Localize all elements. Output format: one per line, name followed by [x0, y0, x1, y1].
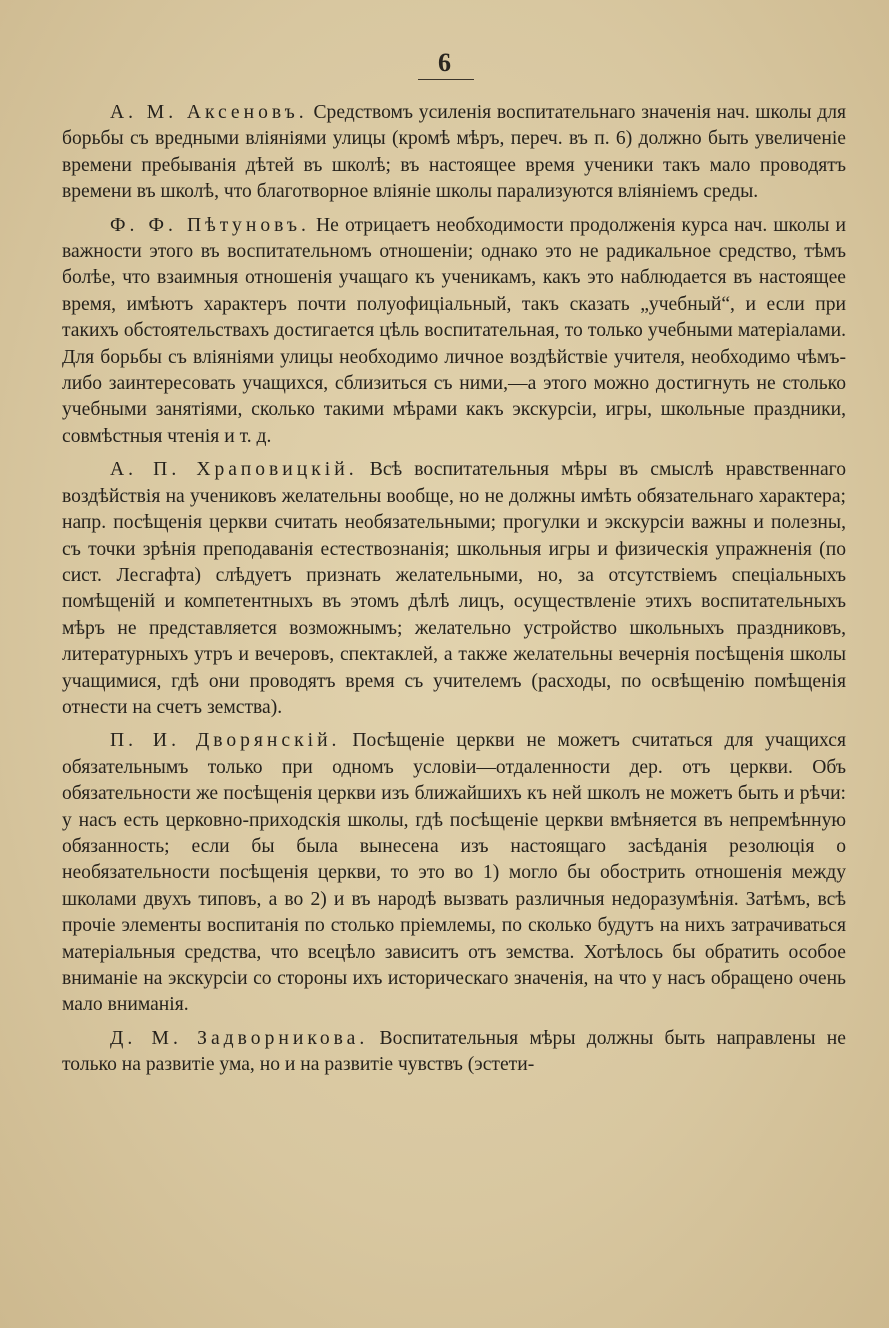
paragraph-petunov	[62, 213, 846, 451]
speaker-name: А. П. Храповицкій.	[110, 459, 358, 481]
paragraph-dvoryansky	[62, 728, 846, 1018]
body-text	[62, 100, 846, 1086]
paragraph-zadvornikova	[62, 1026, 846, 1079]
paragraph-text: Посѣщеніе церкви не можетъ считаться для учащихся обязательнымъ только при одномъ условіи—отдаленности дер. отъ церкви. Объ обязательности же посѣщенія церкви изъ ближайшихъ къ ней школъ не можетъ быть и рѣчи: у насъ есть церковно-приходскія школы, гдѣ посѣщеніе церкви вмѣняется въ непремѣнную обязанность; если бы была вынесена изъ настоящаго засѣданія резолюція о необязательности посѣщенія церкви, то это во 1) могло бы обострить отношенія между школами двухъ типовъ, а во 2) и въ народѣ вызвать различныя недоразумѣнія. Затѣмъ, всѣ прочіе элементы воспитанія по столько пріемлемы, по сколько будутъ на нихъ затрачиваться матеріальныя средства, что всецѣло зависитъ отъ земства. Хотѣлось бы обратить особое вниманіе на экскурсіи со стороны ихъ историческаго значенія, на что у насъ обращено очень мало вниманія.	[62, 730, 846, 1016]
paragraph-aksenov	[62, 100, 846, 206]
paragraph-khrapovitsky	[62, 457, 846, 721]
paragraph-text: Средствомъ усиленія воспитательнаго значенія нач. школы для борьбы съ вредными вліяніями улицы (кромѣ мѣръ, переч. въ п. 6) должно быть увеличеніе времени пребыванія дѣтей въ школѣ; въ настоящее время ученики такъ мало проводятъ времени въ школѣ, что благотворное вліяніе школы парализуются вліяніемъ среды.	[62, 102, 846, 203]
paragraph-text: Воспитательныя мѣры должны быть направлены не только на развитіе ума, но и на развитіе чувствъ (эстети-	[62, 1027, 846, 1076]
paragraph-text: Не отрицаетъ необходимости продолженія курса нач. школы и важности этого въ воспитательномъ отношеніи; однако это не радикальное средство, тѣмъ болѣе, что взаимныя отношенія учащаго къ ученикамъ, какъ это наблюдается въ настоящее время, имѣютъ характеръ почти полуофиціальный, такъ сказать „учебный“, и если при такихъ обстоятельствахъ достигается цѣль воспитательная, то только учебными матеріалами. Для борьбы съ вліяніями улицы необходимо личное воздѣйствіе учителя, необходимо чѣмъ-либо заинтересовать учащихся, сблизиться съ ними,—а этого можно достигнуть не столько учебными занятіями, сколько такими мѣрами какъ экскурсіи, игры, школьные праздники, совмѣстныя чтенія и т. д.	[62, 214, 846, 447]
speaker-name: А. М. Аксеновъ.	[110, 102, 308, 123]
speaker-name: Д. М. Задворникова.	[110, 1027, 369, 1049]
speaker-name: П. И. Дворянскій.	[110, 730, 341, 752]
speaker-name: Ф. Ф. Пѣтуновъ.	[110, 214, 310, 236]
paragraph-text: Всѣ воспитательныя мѣры въ смыслѣ нравственнаго воздѣйствія на учениковъ желательны вообще, но не должны имѣть обязательнаго характера; напр. посѣщенія церкви считать необязательными; прогулки и экскурсіи важны и полезны, съ точки зрѣнія преподаванія естествознанія; школьныя игры и физическія упражненія (по сист. Лесгафта) слѣдуетъ признать желательными, но, за отсутствіемъ спеціальныхъ помѣщеній и компетентныхъ въ этомъ дѣлѣ лицъ, осуществленіе этихъ воспитательныхъ мѣръ не представляется возможнымъ; желательно устройство школьныхъ праздниковъ, литературныхъ утръ и вечеровъ, спектаклей, а также желательны вечернія посѣщенія школы учащимися, гдѣ они проводятъ время съ учителемъ (расходы, по освѣщенію помѣщенія отнести на счетъ земства).	[62, 459, 846, 718]
page-number-rule	[418, 79, 474, 80]
page-number: 6	[438, 48, 451, 77]
